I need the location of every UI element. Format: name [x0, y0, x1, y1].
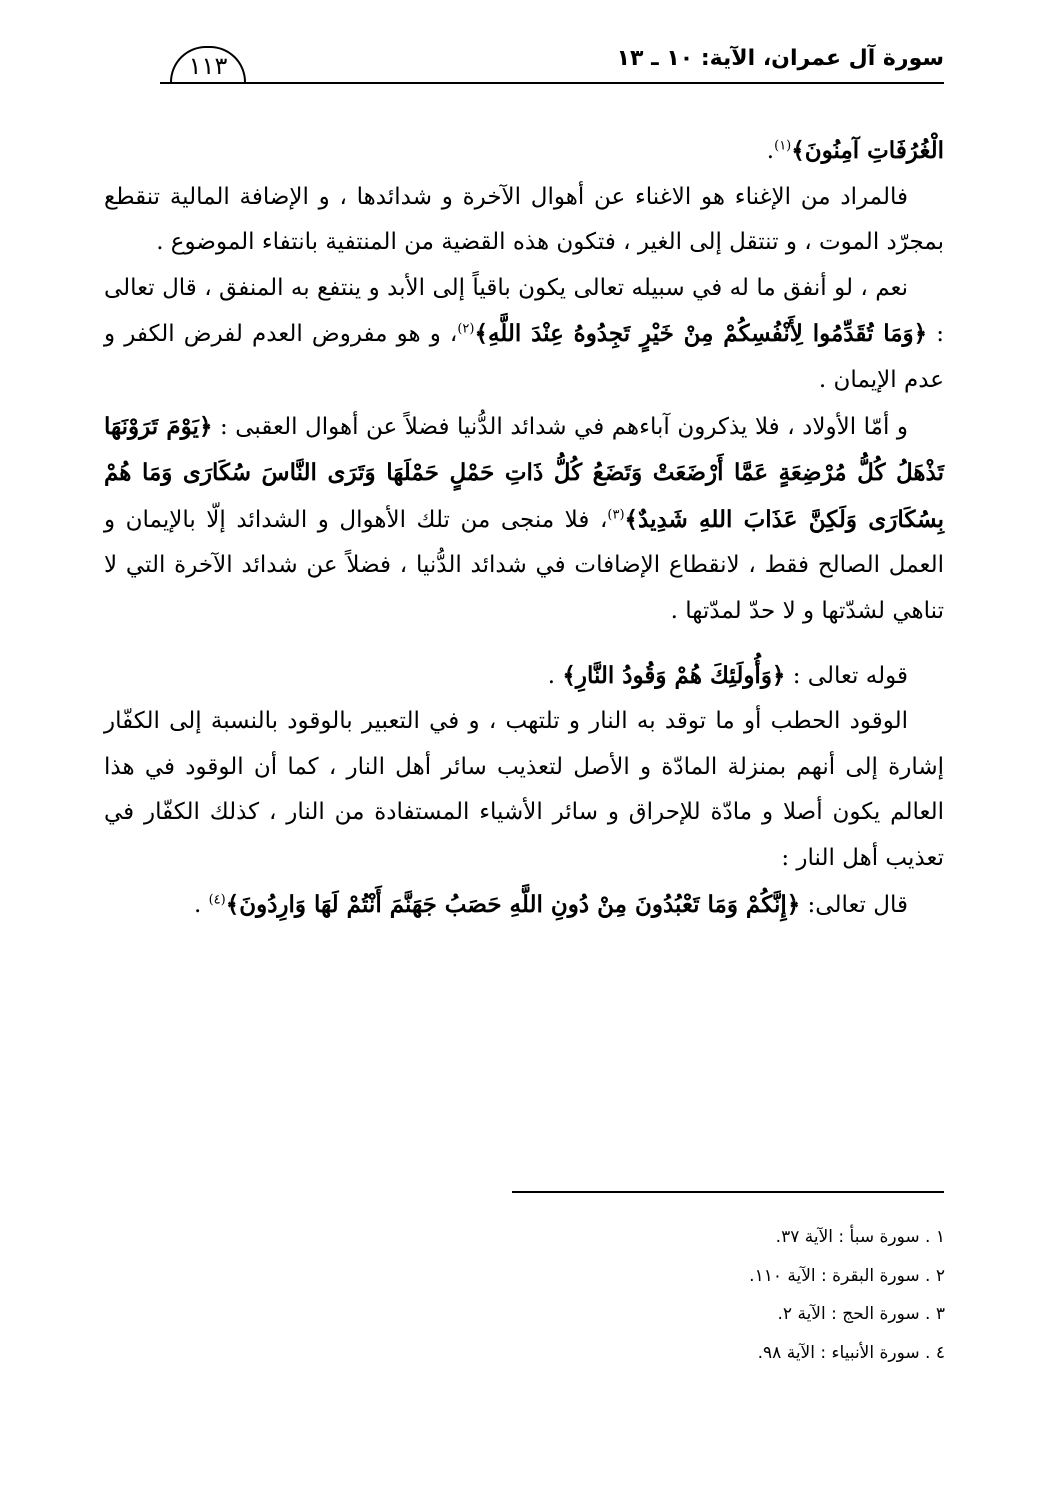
- footnote-ref: (٢): [457, 321, 475, 337]
- footnote-ref: (٤): [208, 891, 226, 907]
- footnotes: [525, 1218, 945, 1372]
- paragraph-text: .: [547, 662, 556, 689]
- body-text: [104, 128, 944, 928]
- paragraph-7: [104, 882, 944, 929]
- quran-quote: ﴿وَمَا تُقَدِّمُوا لِأَنْفُسِكُمْ مِنْ خَيْرٍ تَجِدُوهُ عِنْدَ اللَّهِ﴾: [474, 320, 928, 348]
- footnote-item: ١ . سورة سبأ : الآية ٣٧.: [775, 1227, 945, 1247]
- paragraph-2: فالمراد من الإغناء هو الاغناء عن أهوال الآخرة و شدائدها ، و الإضافة المالية تنقطع بمجرّد الموت ، و تنتقل إلى الغير ، فتكون هذه القضية من المنتفية بانتفاء الموضوع .: [104, 183, 944, 256]
- footnote-ref: (١): [774, 138, 792, 154]
- footnote-item: ٢ . سورة البقرة : الآية ١١٠.: [749, 1265, 945, 1286]
- paragraph-6: الوقود الحطب أو ما توقد به النار و تلتهب ، و في التعبير بالوقود بالنسبة إلى الكفّار إشارة إلى أنهم بمنزلة المادّة و الأصل لتعذيب سائر أهل النار ، كما أن الوقود في هذا العالم يكون أصلا و مادّة للإحراق و سائر الأشياء المستفادة من النار ، كذلك الكفّار في تعذيب أهل النار :: [104, 708, 944, 871]
- quran-quote: ﴿وَأُولَئِكَ هُمْ وَقُودُ النَّارِ﴾: [562, 661, 786, 689]
- paragraph-text: و أمّا الأولاد ، فلا يذكرون آباءهم في شدائد الدُّنيا فضلاً عن أهوال العقبى :: [212, 413, 908, 440]
- footnote-ref: (٣): [607, 507, 625, 523]
- paragraph-1: [104, 128, 944, 175]
- footnote-rule: [512, 1191, 944, 1193]
- page-header: [160, 40, 944, 86]
- paragraph-text: ، فلا منجى من تلك الأهوال و الشدائد إلّا بالإيمان و العمل الصالح فقط ، لانقطاع الإضافات في شدائد الدُّنيا ، فضلاً عن شدائد الآخرة التي لا تناهي لشدّتها و لا حدّ لمدّتها .: [104, 506, 944, 624]
- footnote-item: ٤ . سورة الأنبياء : الآية ٩٨.: [757, 1342, 945, 1363]
- paragraph-text: .: [766, 138, 775, 164]
- paragraph-4: [104, 404, 944, 635]
- quran-quote: ﴿إِنَّكُمْ وَمَا تَعْبُدُونَ مِنْ دُونِ اللَّهِ حَصَبُ جَهَنَّمَ أَنْتُمْ لَهَا وَارِدُونَ﴾: [225, 890, 801, 918]
- paragraph-text: .: [193, 891, 202, 918]
- page-number: ١١٣: [170, 46, 246, 82]
- quran-quote: الْغُرُفَاتِ آمِنُونَ﴾: [791, 137, 944, 164]
- paragraph-text: قال تعالى:: [800, 891, 908, 918]
- paragraph-5: [104, 653, 944, 700]
- header-title: سورة آل عمران، الآية: ١٠ ـ ١٣: [616, 46, 944, 71]
- header-rule: [160, 82, 944, 84]
- paragraph-text: قوله تعالى :: [785, 662, 908, 689]
- quran-quote: ﴿يَوْمَ تَرَوْنَهَا تَذْهَلُ كُلُّ مُرْضِعَةٍ عَمَّا أَرْضَعَتْ وَتَضَعُ كُلُّ ذَاتِ حَمْلٍ حَمْلَهَا وَتَرَى النَّاسَ سُكَارَى وَمَا هُمْ بِسُكَارَى وَلَكِنَّ عَذَابَ اللهِ شَدِيدٌ﴾: [104, 412, 945, 533]
- paragraph-text: نعم ، لو أنفق ما له في سبيله تعالى يكون باقياً إلى الأبد و ينتفع به المنفق ، قال تعالى :: [104, 274, 944, 348]
- paragraph-3: [104, 266, 944, 404]
- footnote-item: ٣ . سورة الحج : الآية ٢.: [777, 1304, 945, 1324]
- paragraph-text: ، و هو مفروض العدم لفرض الكفر و عدم الإيمان .: [104, 321, 944, 393]
